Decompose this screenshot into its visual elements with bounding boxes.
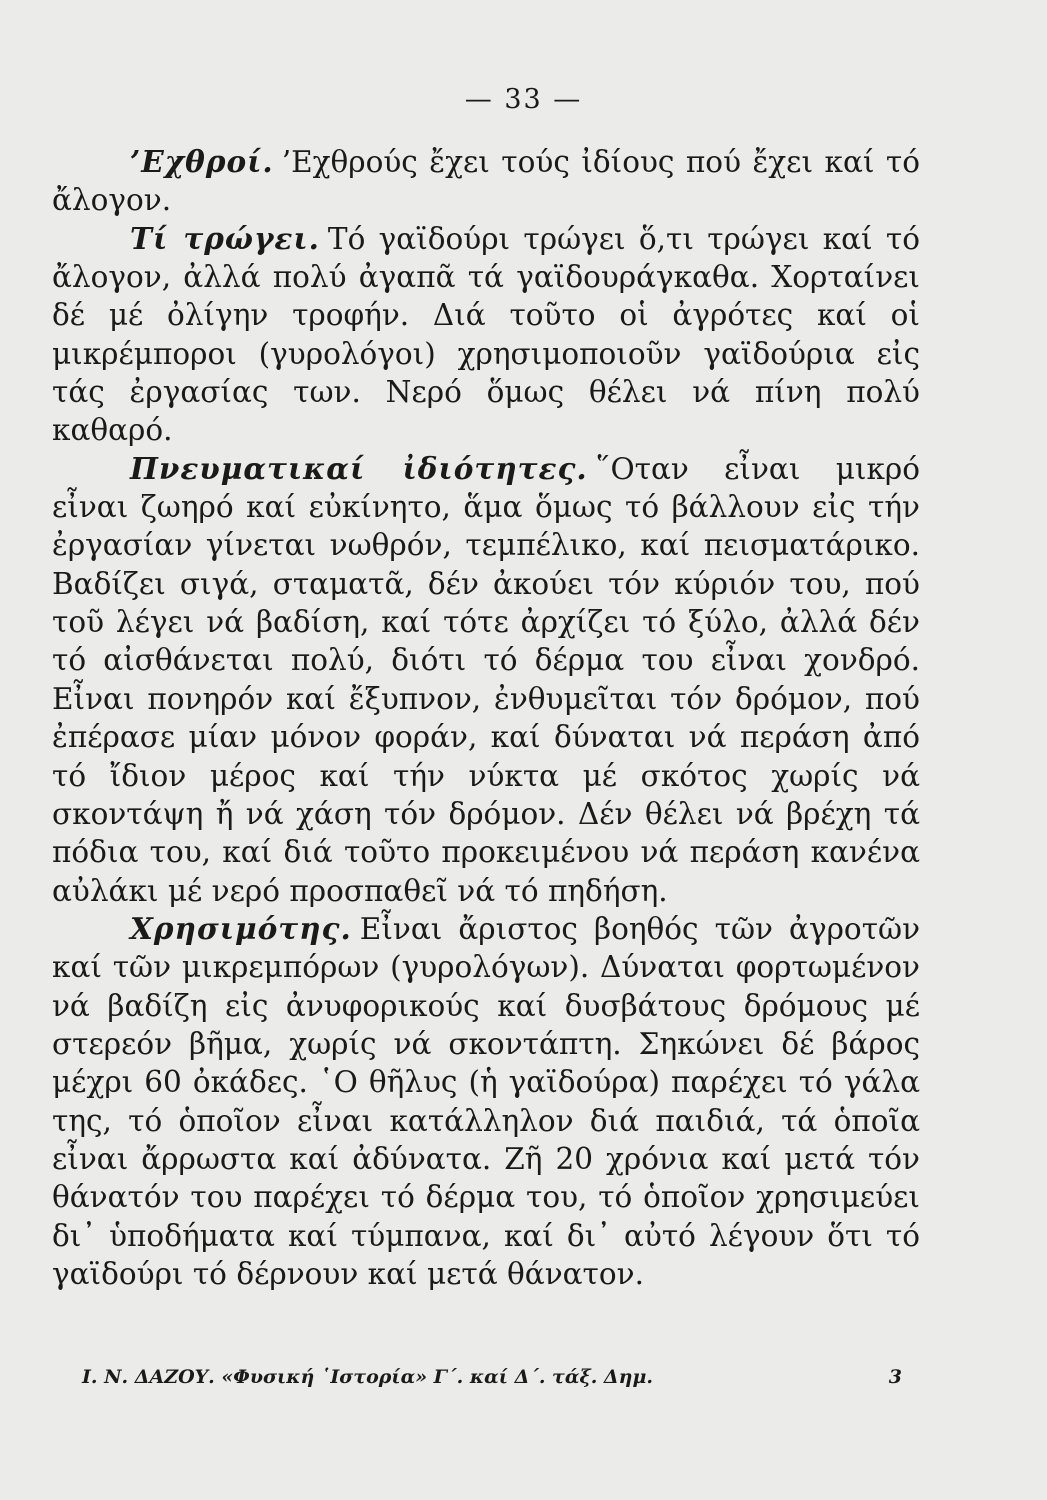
text-usefulness: Εἶναι ἄριστος βοηθός τῶν ἀγροτῶν καί τῶν μικρεμπόρων (γυρολόγων). Δύναται φορτωμένον νά βαδίζη εἰς ἀνυφορικούς καί δυσβάτους δρόμους μέ στερεόν βῆμα, χωρίς νά σκοντάπτη. Σηκώνει δέ βάρος μέχρι 60 ὀκάδες. ῾Ο θῆλυς (ἡ γαϊδούρα) παρέχει τό γάλα της, τό ὁποῖον εἶναι κατάλληλον διά παιδιά, τά ὁποῖα εἶναι ἄρρωστα καί ἀδύνατα. Ζῆ 20 χρόνια καί μετά τόν θάνατόν του παρέχει τό δέρμα του, τό ὁποῖον χρησιμεύει δι᾿ ὑποδήματα καί τύμπανα, καί δι᾿ αὐτό λέγουν ὅτι τό γαϊδούρι τό δέρνουν καί μετά θάνατον.: [52, 911, 920, 1291]
text-mental-traits: ῞Οταν εἶναι μικρό εἶναι ζωηρό καί εὐκίνητο, ἅμα ὅμως τό βάλλουν εἰς τήν ἐργασίαν γίνεται νωθρόν, τεμπέλικο, καί πεισματάρικο. Βαδίζει σιγά, σταματᾶ, δέν ἀκούει τόν κύριόν του, πού τοῦ λέγει νά βαδίση, καί τότε ἀρχίζει τό ξύλο, ἀλλά δέν τό αἰσθάνεται πολύ, διότι τό δέρμα του εἶναι χονδρό. Εἶναι πονηρόν καί ἔξυπνον, ἐνθυμεῖται τόν δρόμον, πού ἐπέρασε μίαν μόνον φοράν, καί δύναται νά περάση ἀπό τό ἴδιον μέρος καί τήν νύκτα μέ σκότος χωρίς νά σκοντάψη ἤ νά χάση τόν δρόμον. Δέν θέλει νά βρέχη τά πόδια του, καί διά τοῦτο προκειμένου νά περάση κανένα αὐλάκι μέ νερό προσπαθεῖ νά τό πηδήση.: [52, 451, 920, 908]
paragraph-mental-traits: [52, 450, 920, 910]
heading-enemies: ’Εχθροί.: [130, 144, 274, 179]
page-number: — 33 —: [464, 84, 583, 115]
page-footer: [82, 1366, 902, 1388]
heading-mental-traits: Πνευματικαί ἰδιότητες.: [130, 450, 588, 486]
paragraph-enemies: [52, 143, 920, 220]
paragraph-usefulness: [52, 910, 920, 1293]
text-what-it-eats: Τό γαϊδούρι τρώγει ὅ,τι τρώγει καί τό ἄλογον, ἀλλά πολύ ἀγαπᾶ τά γαϊδουράγκαθα. Χορταίνει δέ μέ ὀλίγην τροφήν. Διά τοῦτο οἱ ἀγρότες καί οἱ μικρέμποροι (γυρολόγοι) χρησιμοποιοῦν γαϊδούρια εἰς τάς ἐργασίας των. Νερό ὅμως θέλει νά πίνη πολύ καθαρό.: [52, 221, 920, 448]
page-body: [52, 143, 920, 1293]
text-enemies: ’Εχθρούς ἔχει τούς ἰδίους πού ἔχει καί τό ἄλογον.: [52, 145, 920, 218]
heading-what-it-eats: Τί τρώγει.: [130, 220, 320, 256]
footer-book-reference: Ι. Ν. ΔΑΖΟΥ. «Φυσική ῾Ιστορία» Γ΄. καί Δ΄. τάξ. Δημ.: [82, 1366, 654, 1388]
footer-signature-number: 3: [888, 1366, 902, 1388]
heading-usefulness: Χρησιμότης.: [130, 910, 352, 946]
paragraph-what-it-eats: [52, 220, 920, 450]
